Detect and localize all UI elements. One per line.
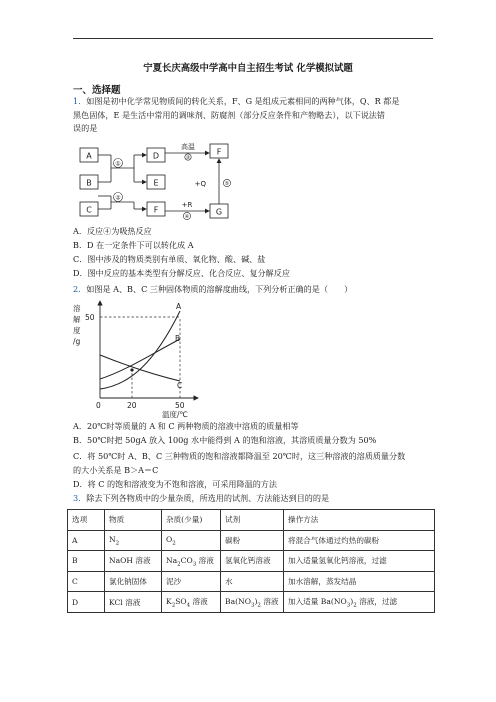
- q2-option-a: A．20℃时等质量的 A 和 C 两种物质的溶液中溶质的质量相等: [73, 421, 299, 431]
- box-f-top-label: F: [216, 147, 222, 157]
- row-b-reagent: 氢氧化钙溶液: [221, 551, 284, 572]
- q1-option-a: A．反应④为吸热反应: [73, 226, 152, 236]
- row-d-method: 加入适量 $Ba(NO_3)_2$ 溶液，过滤: [284, 592, 435, 613]
- header-rule: [73, 38, 433, 39]
- row-a-substance: $N_2$: [105, 530, 162, 551]
- row-b-substance: NaOH 溶液: [105, 551, 162, 572]
- q2-stem-text: 如图是 A、B、C 三种固体物质的溶解度曲线，下列分析正确的是（ ）: [86, 284, 353, 294]
- step-2-label: ②: [115, 194, 121, 202]
- table-row: [68, 551, 435, 572]
- curve-a: [100, 311, 183, 390]
- y-tick-50: 50: [85, 313, 95, 322]
- row-d-option: D: [68, 592, 105, 613]
- row-d-reagent: $Ba(NO_3)_2$ 溶液: [221, 592, 284, 613]
- row-c-reagent: 水: [221, 571, 284, 592]
- chart-xlabel: 温度/℃: [162, 410, 188, 419]
- curve-b-label: B: [175, 334, 181, 343]
- q3-stem-text: 除去下列各物质中的少量杂质，所选用的试剂、方法能达到目的的是: [86, 493, 330, 503]
- q2-option-d: D．将 C 的饱和溶液变为不饱和溶液，可采用降温的方法: [73, 479, 277, 489]
- chart-ylabel-3: 度: [73, 326, 81, 335]
- box-e-label: E: [153, 178, 159, 188]
- q1-option-b: B．D 在一定条件下可以转化成 A: [73, 240, 194, 250]
- curve-a-label: A: [176, 302, 182, 311]
- q1-stem-line1: 如图是初中化学常见物质间的转化关系，F、G 是组成元素相同的两种气体，Q、R 都是: [86, 96, 400, 106]
- table-row: [68, 530, 435, 551]
- plus-r-label: +R: [181, 201, 193, 209]
- q2-option-c-line1: C．将 50℃时 A、B、C 三种物质的饱和溶液都降温至 20℃时，这三种溶液的溶质质量分数: [73, 451, 406, 461]
- step-5-label: ⑤: [224, 181, 230, 187]
- q3-stem: [73, 492, 433, 504]
- box-g-label: G: [215, 207, 223, 217]
- chart-ylabel-4: /g: [73, 337, 81, 346]
- box-d-label: D: [152, 151, 160, 161]
- q1-conversion-diagram: [70, 140, 240, 222]
- q1-stem: [73, 95, 433, 136]
- q1-option-c: C．图中涉及的物质类别有单质、氧化物、酸、碱、盐: [73, 254, 266, 264]
- table-row: [68, 592, 435, 613]
- page-title: 宁夏长庆高级中学高中自主招生考试 化学模拟试题: [143, 63, 353, 74]
- x-tick-50: 50: [175, 401, 185, 410]
- curve-c-label: C: [177, 381, 183, 390]
- row-a-impurity: $O_2$: [162, 530, 221, 551]
- x-tick-20: 20: [127, 401, 137, 410]
- row-b-impurity: $Na_2CO_3$ 溶液: [162, 551, 221, 572]
- row-c-substance: 氯化钠固体: [105, 571, 162, 592]
- row-b-method: 加入适量氢氧化钙溶液，过滤: [284, 551, 435, 572]
- header-substance: 物质: [105, 510, 162, 531]
- row-d-substance: KCl 溶液: [105, 592, 162, 613]
- row-c-method: 加水溶解，蒸发结晶: [284, 571, 435, 592]
- box-f-right-label: F: [153, 205, 159, 215]
- row-a-reagent: 碳粉: [221, 530, 284, 551]
- q1-stem-line3: 误的是: [73, 123, 98, 134]
- plus-q-label: +Q: [194, 180, 206, 188]
- q3-table: [67, 509, 435, 613]
- row-c-impurity: 泥沙: [162, 571, 221, 592]
- header-method: 操作方法: [284, 510, 435, 531]
- row-d-impurity: $K_2SO_4$ 溶液: [162, 592, 221, 613]
- header-impurity: 杂质(少量): [162, 510, 221, 531]
- row-b-option: B: [68, 551, 105, 572]
- row-a-option: A: [68, 530, 105, 551]
- step-4-label: ④: [184, 214, 190, 220]
- table-row: [68, 571, 435, 592]
- chart-ylabel-2: 解: [73, 315, 81, 324]
- condition-high-temp: 高温: [181, 143, 195, 151]
- header-reagent: 试剂: [221, 510, 284, 531]
- q2-stem: [73, 283, 433, 295]
- q1-option-d: D．图中反应的基本类型有分解反应、化合反应、复分解反应: [73, 268, 290, 278]
- table-header-row: [68, 510, 435, 531]
- curve-c: [100, 355, 180, 381]
- q2-number: 2．: [73, 284, 87, 294]
- q1-number: 1．: [73, 96, 87, 106]
- x-tick-0: 0: [96, 401, 101, 410]
- q2-option-c-line2: 的大小关系是 B＞A＝C: [73, 465, 159, 475]
- curve-b: [100, 339, 180, 379]
- q2-option-b: B．50℃时把 50gA 放入 100g 水中能得到 A 的饱和溶液，其溶质质量分数为 50%: [73, 435, 377, 445]
- q1-stem-line2: 黑色固体，E 是生活中常用的调味剂、防腐剂（部分反应条件和产物略去），以下说法错: [73, 109, 385, 120]
- row-a-method: 将混合气体通过灼热的碳粉: [284, 530, 435, 551]
- section-heading: 一、选择题: [73, 85, 121, 96]
- box-b-label: B: [86, 178, 92, 188]
- q2-solubility-chart: [70, 297, 210, 419]
- box-c-label: C: [86, 205, 92, 215]
- step-1-label: ①: [115, 160, 121, 168]
- chart-ylabel-1: 溶: [73, 304, 81, 313]
- box-a-label: A: [86, 151, 92, 161]
- q3-number: 3．: [73, 493, 87, 503]
- step-3-label: ③: [185, 155, 191, 161]
- row-c-option: C: [68, 571, 105, 592]
- header-option: 选项: [68, 510, 105, 531]
